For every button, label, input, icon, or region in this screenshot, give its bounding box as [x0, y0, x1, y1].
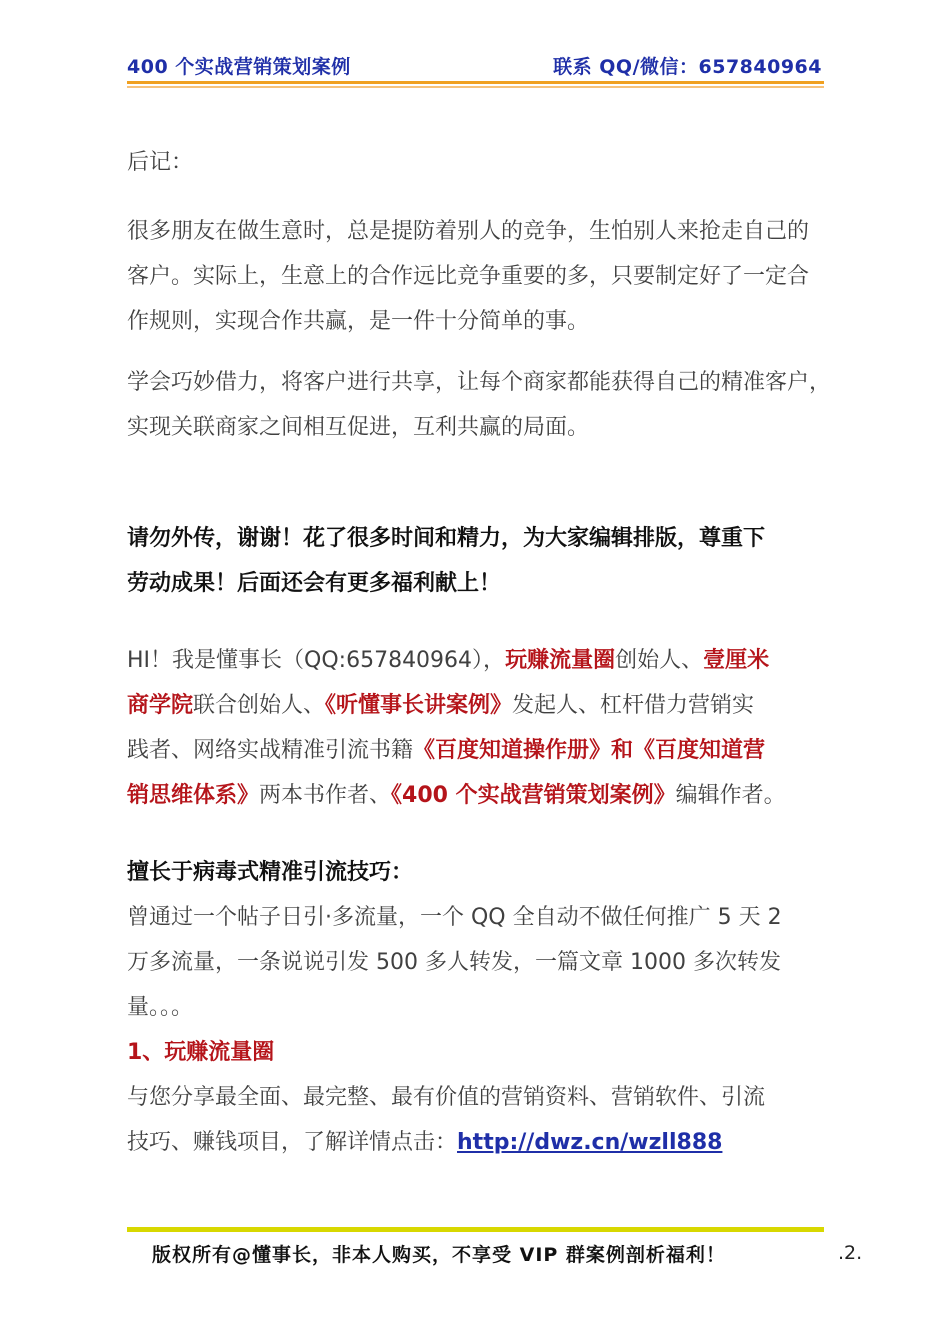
text-line: 实现关联商家之间相互促进，互利共赢的局面。: [127, 415, 590, 440]
header-divider-secondary: [127, 86, 824, 88]
intro-text: 创始人、: [615, 648, 704, 673]
footer-copyright: 版权所有@懂事长，非本人购买，不享受 VIP 群案例剖析福利！: [152, 1244, 726, 1266]
book-400-cases: 《400 个实战营销策划案例》: [391, 783, 676, 808]
text-line: [127, 638, 827, 683]
header-title: 400 个实战营销策划案例: [127, 56, 351, 78]
page-body: [127, 140, 832, 1165]
text-line: 量。。。: [127, 995, 194, 1020]
header-divider: [127, 81, 824, 84]
brand-yilimi-cont: 商学院: [127, 693, 194, 718]
book-tingdong: 《听懂事长讲案例》: [325, 693, 513, 718]
intro-text: 编辑作者。: [675, 783, 786, 808]
afterword-paragraph-2: [127, 360, 832, 450]
section-1-title: 1、玩赚流量圈: [127, 1040, 275, 1065]
footer-divider: [127, 1227, 824, 1232]
intro-text: 两本书作者、: [259, 783, 392, 808]
book-baidu: 《百度知道操作册》和《百度知道营: [413, 738, 766, 763]
intro-text: 发起人、杠杆借力营销实: [512, 693, 755, 718]
text-line: 很多朋友在做生意时，总是提防着别人的竞争，生怕别人来抢走自己的: [127, 219, 810, 244]
text-line: 曾通过一个帖子日引·多流量，一个 QQ 全自动不做任何推广 5 天 2: [127, 905, 782, 930]
notice-paragraph: [127, 516, 827, 606]
text-line: [127, 683, 827, 728]
author-intro: [127, 638, 827, 818]
section-1-text: 技巧、赚钱项目，了解详情点击：: [127, 1130, 458, 1155]
book-baidu-cont: 销思维体系》: [127, 783, 260, 808]
text-line: 请勿外传，谢谢！花了很多时间和精力，为大家编辑排版，尊重下: [127, 526, 766, 551]
intro-text: 践者、网络实战精准引流书籍: [127, 738, 414, 763]
intro-text: 联合创始人、: [193, 693, 326, 718]
skills-heading: 擅长于病毒式精准引流技巧：: [127, 860, 414, 885]
text-line: 作规则，实现合作共赢，是一件十分简单的事。: [127, 309, 590, 334]
section-1-body: [127, 1075, 827, 1165]
afterword-heading: 后记：: [127, 150, 194, 175]
text-line: 客户。实际上，生意上的合作远比竞争重要的多，只要制定好了一定合: [127, 264, 810, 289]
text-line: 万多流量，一条说说引发 500 多人转发，一篇文章 1000 多次转发: [127, 950, 781, 975]
text-line: 劳动成果！后面还会有更多福利献上！: [127, 571, 502, 596]
text-line: 学会巧妙借力，将客户进行共享，让每个商家都能获得自己的精准客户，: [127, 370, 832, 395]
page-number: .2.: [838, 1242, 863, 1264]
text-line: 与您分享最全面、最完整、最有价值的营销资料、营销软件、引流: [127, 1085, 766, 1110]
text-line: [127, 773, 827, 818]
text-line: [127, 1120, 827, 1165]
intro-text: HI！我是懂事长（QQ:657840964），: [127, 648, 506, 673]
wanzhuan-link[interactable]: http://dwz.cn/wzll888: [457, 1130, 723, 1155]
skills-paragraph: [127, 895, 827, 1030]
afterword-paragraph-1: [127, 209, 827, 344]
brand-wanzhuan: 玩赚流量圈: [505, 648, 616, 673]
brand-yilimi: 壹厘米: [703, 648, 770, 673]
text-line: [127, 728, 827, 773]
header-contact: 联系 QQ/微信：657840964: [553, 56, 822, 78]
